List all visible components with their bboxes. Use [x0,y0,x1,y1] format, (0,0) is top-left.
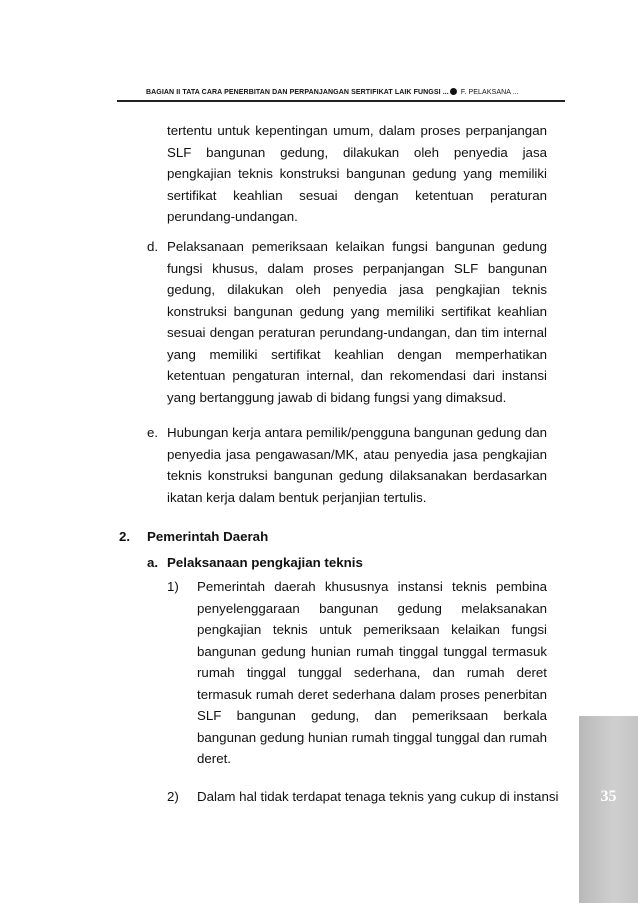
page-number: 35 [600,788,617,805]
point-2-text: Dalam hal tidak terdapat tenaga teknis yang cukup di instansi [197,789,559,804]
point-1-text: Pemerintah daerah khususnya instansi teknis pembina penyelenggaraan bangunan gedung melaksanakan pengkajian teknis untuk pemeriksaan kelaikan fungsi bangunan gedung hunian rumah tinggal tunggal termasuk rumah tinggal tunggal sederhana, dan rumah deret termasuk rumah deret sederhana dalam proses penerbitan SLF bangunan gedung, dan pemeriksaan berkala bangunan gedung hunian rumah tinggal tunggal dan rumah deret. [197,579,547,766]
item-d-text: Pelaksanaan pemeriksaan kelaikan fungsi bangunan gedung fungsi khusus, dalam proses perpanjangan SLF bangunan gedung, dilakukan oleh penyedia jasa pengkajian teknis konstruksi bangunan gedung yang memiliki sertifikat keahlian sesuai dengan peraturan perundang-undangan, dan tim internal yang memiliki sertifikat keahlian dengan memperhatikan ketentuan pengaturan internal, dan rekomendasi dari instansi yang bertanggung jawab di bidang fungsi yang dimaksud. [167,239,547,405]
continued-paragraph: tertentu untuk kepentingan umum, dalam proses perpanjangan SLF bangunan gedung, dilakukan oleh penyedia jasa pengkajian teknis konstruksi bangunan gedung yang memiliki sertifikat keahlian sesuai dengan ketentuan peraturan perundang-undangan. [167,123,547,224]
sub-a-label: a. [147,555,159,570]
item-d-label: d. [147,239,159,254]
page-tab [579,716,638,903]
running-header [146,88,546,96]
header-rule [117,100,565,102]
point-1-label: 1) [167,579,179,594]
bullet-icon [450,88,457,95]
item-e-text: Hubungan kerja antara pemilik/pengguna bangunan gedung dan penyedia jasa pengawasan/MK, atau penyedia jasa pengkajian teknis konstruksi bangunan gedung dilaksanakan berdasarkan ikatan kerja dalam bentuk perjanjian tertulis. [167,425,548,505]
point-2-label: 2) [167,789,179,804]
header-subsection: F. PELAKSANA ... [460,89,519,96]
sub-a-title: Pelaksanaan pengkajian teknis [167,555,363,570]
header-section-title: BAGIAN II TATA CARA PENERBITAN DAN PERPANJANGAN SERTIFIKAT LAIK FUNGSI ... [146,89,449,96]
section-2-number: 2. [119,529,131,544]
section-2-title: Pemerintah Daerah [147,529,269,544]
item-e-label: e. [147,425,159,440]
